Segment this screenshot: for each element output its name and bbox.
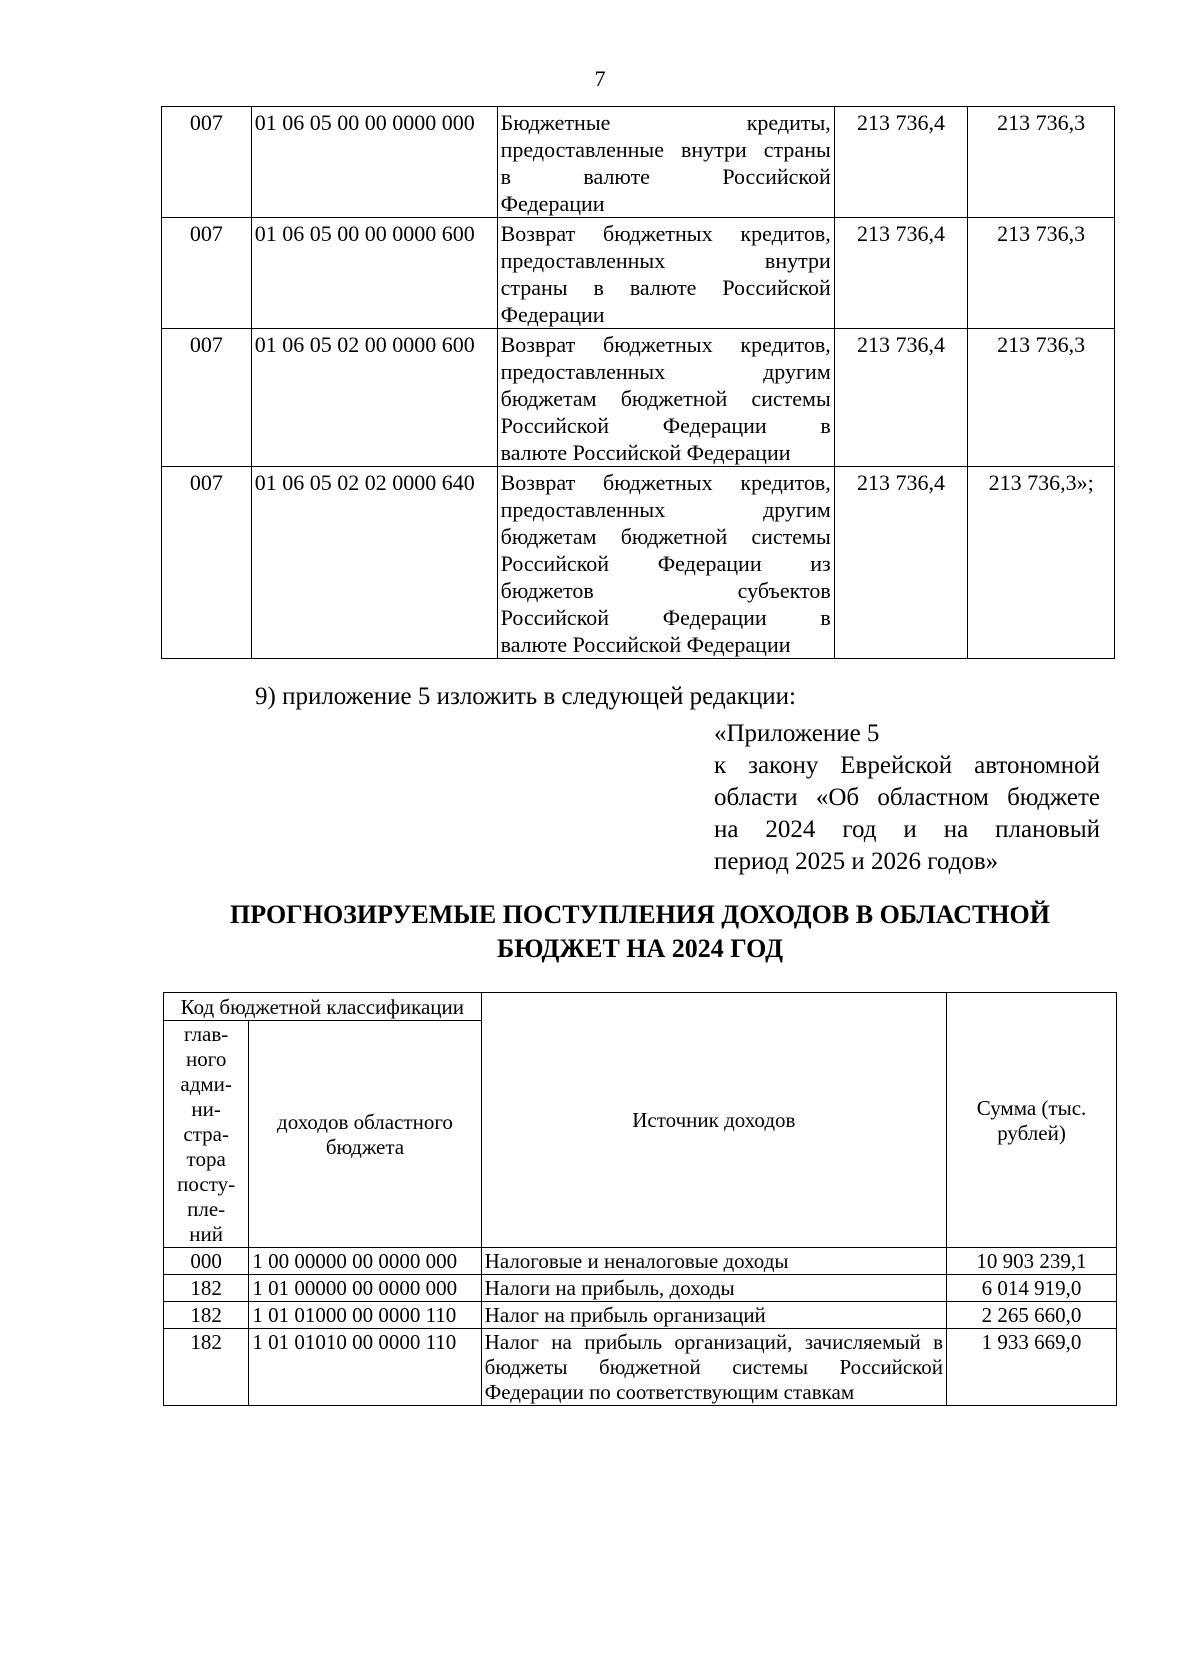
source-name-line: бюджетам бюджетной системы	[500, 386, 831, 411]
header-admin-line: ни-	[191, 1097, 221, 1121]
header-admin-line: стра-	[183, 1122, 229, 1146]
source-name	[497, 218, 834, 329]
table-row	[162, 329, 1115, 467]
heading-line: ПРОГНОЗИРУЕМЫЕ ПОСТУПЛЕНИЯ ДОХОДОВ В ОБЛАСТНОЙ	[230, 900, 1050, 929]
source-name-line: Российской Федерации в	[500, 413, 831, 438]
header-budget-classification: Код бюджетной классификации	[164, 993, 482, 1021]
income-source: Налоговые и неналоговые доходы	[481, 1248, 946, 1275]
source-name-line: бюджетов субъектов	[500, 578, 831, 603]
income-source: Налоги на прибыль, доходы	[481, 1275, 946, 1302]
source-name-line: Возврат бюджетных кредитов,	[500, 221, 831, 246]
income-amount: 1 933 669,0	[947, 1329, 1117, 1406]
source-name-line: валюте Российской Федерации	[500, 440, 791, 465]
admin-code: 007	[162, 218, 252, 329]
document-heading	[180, 898, 1100, 966]
source-name-line: Российской Федерации из	[500, 551, 831, 576]
classification-code: 01 06 05 02 02 0000 640	[251, 467, 497, 659]
source-name-line: бюджетам бюджетной системы	[500, 524, 831, 549]
admin-code: 007	[162, 329, 252, 467]
source-name-line: в валюте Российской	[500, 164, 831, 189]
header-amount: Сумма (тыс. рублей)	[947, 993, 1117, 1248]
source-name-line: Федерации	[500, 302, 605, 327]
income-code: 1 00 00000 00 0000 000	[249, 1248, 481, 1275]
income-amount: 6 014 919,0	[947, 1275, 1117, 1302]
source-name-line: предоставленные внутри страны	[500, 137, 831, 162]
source-name	[497, 467, 834, 659]
source-name-line: валюте Российской Федерации	[500, 632, 791, 657]
admin-code: 007	[162, 107, 252, 218]
income-table	[163, 992, 1117, 1406]
header-chief-administrator	[164, 1021, 249, 1248]
source-name-line: Российской Федерации в	[500, 605, 831, 630]
amendment-paragraph: 9) приложение 5 изложить в следующей редакции:	[255, 683, 796, 710]
table-row	[162, 218, 1115, 329]
amount-2025: 213 736,4	[834, 467, 968, 659]
table-row	[164, 1248, 1117, 1275]
classification-code: 01 06 05 00 00 0000 000	[251, 107, 497, 218]
admin-code: 007	[162, 467, 252, 659]
header-income-code: доходов областного бюджета	[249, 1021, 481, 1248]
header-income-source: Источник доходов	[481, 993, 946, 1248]
amount-2026: 213 736,3	[968, 107, 1115, 218]
appendix-caption	[714, 718, 1100, 878]
header-admin-line: адми-	[180, 1072, 232, 1096]
source-name-line: Бюджетные кредиты,	[500, 110, 831, 135]
header-admin-line: тора	[186, 1147, 226, 1171]
income-code: 1 01 01000 00 0000 110	[249, 1302, 481, 1329]
source-name-line: Федерации	[500, 191, 605, 216]
amount-2025: 213 736,4	[834, 107, 968, 218]
appendix-line: «Приложение 5	[714, 720, 880, 747]
appendix-line: области «Об областном бюджете	[714, 784, 1100, 811]
source-name-line: предоставленных другим	[500, 359, 831, 384]
header-admin-line: ного	[185, 1047, 227, 1071]
table-row	[162, 467, 1115, 659]
amount-2025: 213 736,4	[834, 329, 968, 467]
source-name-line: Возврат бюджетных кредитов,	[500, 332, 831, 357]
appendix-line: к закону Еврейской автономной	[714, 752, 1100, 779]
classification-code: 01 06 05 00 00 0000 600	[251, 218, 497, 329]
source-name-line: страны в валюте Российской	[500, 275, 831, 300]
source-name-line: предоставленных внутри	[500, 248, 831, 273]
admin-code: 000	[164, 1248, 249, 1275]
table-row	[162, 107, 1115, 218]
amount-2026: 213 736,3	[968, 218, 1115, 329]
amount-2025: 213 736,4	[834, 218, 968, 329]
header-admin-line: пле-	[187, 1197, 226, 1221]
income-source: Налог на прибыль организаций, зачисляемый в бюджеты бюджетной системы Российской Федерации по соответствующим ставкам	[481, 1329, 946, 1406]
table-row	[164, 1329, 1117, 1406]
table-row	[164, 1275, 1117, 1302]
header-admin-line: ний	[189, 1222, 224, 1246]
source-name-line: Возврат бюджетных кредитов,	[500, 470, 831, 495]
admin-code: 182	[164, 1329, 249, 1406]
source-name	[497, 329, 834, 467]
appendix-line: период 2025 и 2026 годов»	[714, 848, 999, 875]
admin-code: 182	[164, 1275, 249, 1302]
income-amount: 2 265 660,0	[947, 1302, 1117, 1329]
income-source: Налог на прибыль организаций	[481, 1302, 946, 1329]
income-amount: 10 903 239,1	[947, 1248, 1117, 1275]
amount-2026: 213 736,3»;	[968, 467, 1115, 659]
appendix-line: на 2024 год и на плановый	[714, 816, 1100, 843]
heading-line: БЮДЖЕТ НА 2024 ГОД	[497, 934, 783, 963]
table-row	[164, 1302, 1117, 1329]
page-number: 7	[594, 66, 606, 91]
amount-2026: 213 736,3	[968, 329, 1115, 467]
sources-table	[161, 106, 1115, 659]
header-admin-line: посту-	[177, 1172, 236, 1196]
source-name	[497, 107, 834, 218]
classification-code: 01 06 05 02 00 0000 600	[251, 329, 497, 467]
source-name-line: предоставленных другим	[500, 497, 831, 522]
income-code: 1 01 00000 00 0000 000	[249, 1275, 481, 1302]
header-admin-line: глав-	[184, 1022, 229, 1046]
admin-code: 182	[164, 1302, 249, 1329]
income-code: 1 01 01010 00 0000 110	[249, 1329, 481, 1406]
